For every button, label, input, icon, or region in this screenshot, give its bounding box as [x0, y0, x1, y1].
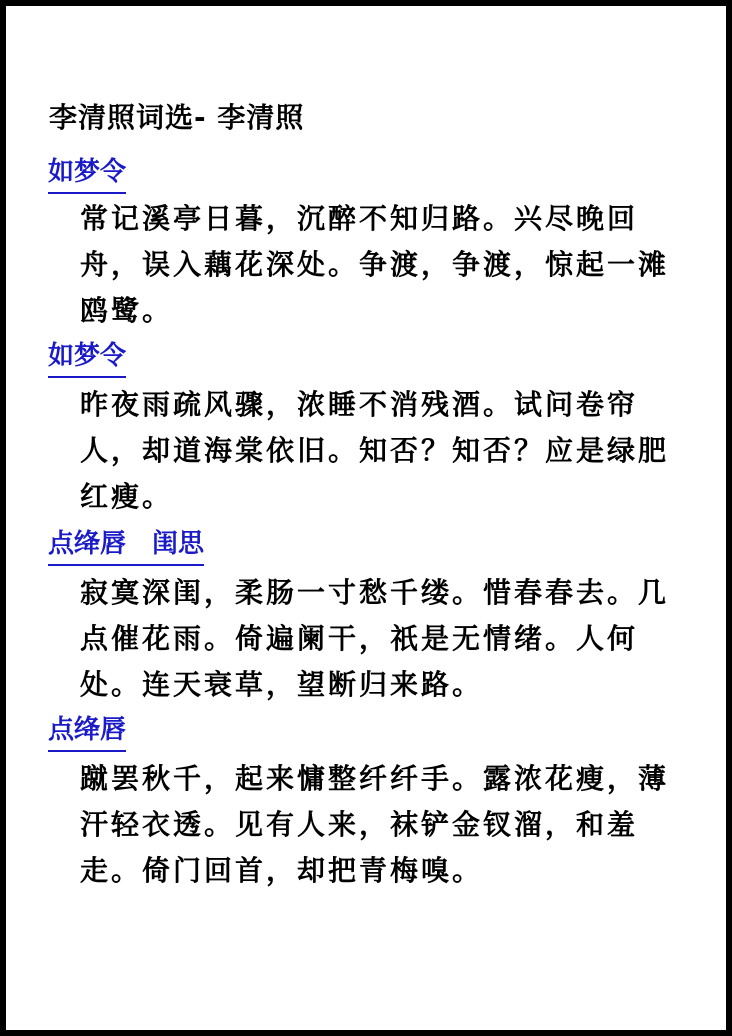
poem-title-3-text — [48, 526, 204, 566]
poem-title-4 — [48, 712, 126, 752]
poem-title-1 — [48, 154, 126, 194]
poem-title-4-text: 点绛唇 — [48, 712, 126, 752]
poem-body-1: 常记溪亭日暮，沉醉不知归路。兴尽晚回舟，误入藕花深处。争渡，争渡，惊起一滩鸥鹭。 — [80, 202, 670, 327]
poem-body-3: 寂寞深闺，柔肠一寸愁千缕。惜春春去。几点催花雨。倚遍阑干，祇是无情绪。人何处。连天衰草，望断归来路。 — [80, 576, 670, 701]
poem-title-3-subtitle: 闺思 — [152, 529, 205, 559]
poem-title-3-main: 点绛唇 — [48, 529, 127, 559]
poem-title-3 — [48, 526, 204, 566]
document-page — [6, 6, 726, 1030]
poem-body-4: 蹴罢秋千，起来慵整纤纤手。露浓花瘦，薄汗轻衣透。见有人来，袜铲金钗溜，和羞走。倚门回首，却把青梅嗅。 — [80, 762, 670, 887]
document-title: 李清照词选- 李清照 — [49, 101, 305, 134]
poem-title-2 — [48, 338, 126, 378]
poem-title-2-text: 如梦令 — [48, 338, 126, 378]
poem-title-1-text: 如梦令 — [48, 154, 126, 194]
poem-body-2: 昨夜雨疏风骤，浓睡不消残酒。试问卷帘人，却道海棠依旧。知否？知否？应是绿肥红瘦。 — [80, 388, 670, 513]
